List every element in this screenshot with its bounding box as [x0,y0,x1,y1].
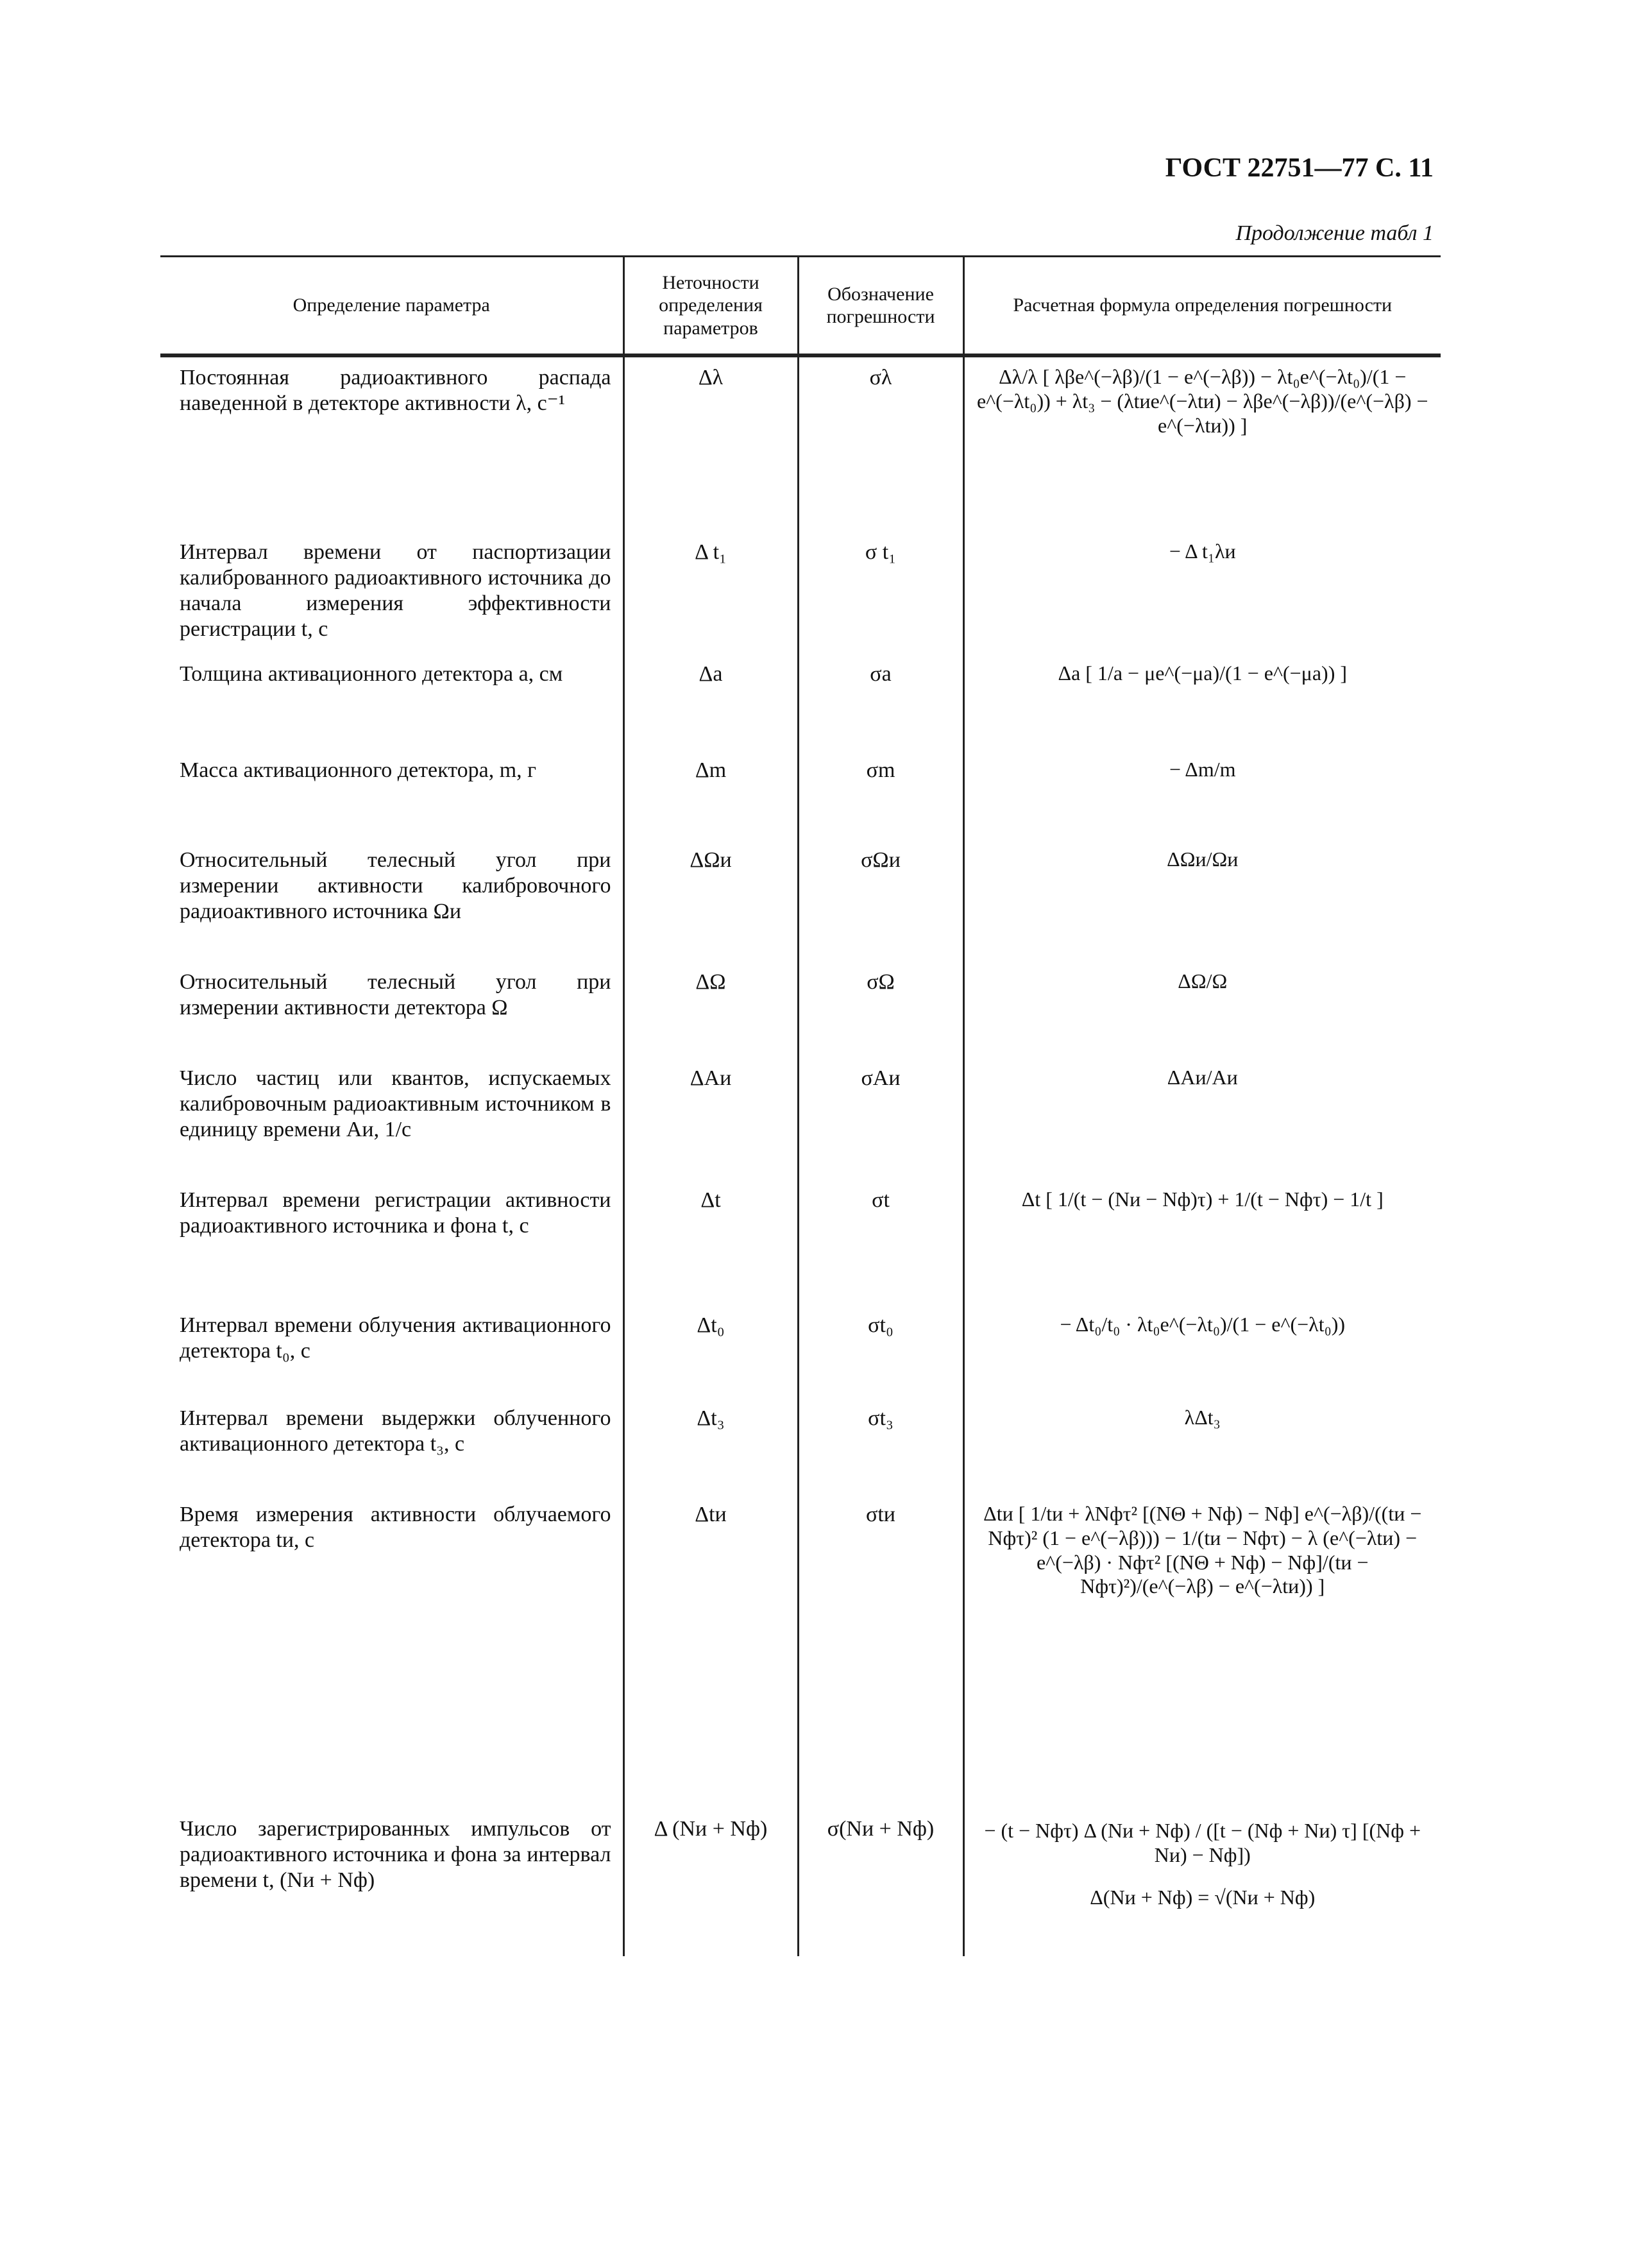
inaccuracy-cell: Δtи [623,1494,798,1809]
inaccuracy-cell: ΔΩи [623,840,798,962]
inaccuracy-cell: Δ (Nи + Nф) [623,1809,798,1956]
param-cell: Интервал времени регистрации активности радиоактивного источника и фона t, с [180,1188,611,1238]
formula-cell: Δtи [ 1/tи + λNфτ² [(NΘ + Nф) − Nф] e^(−λβ)/((tи − Nфτ)² (1 − e^(−λβ))) − 1/(tи − Nфτ) − λ (e^(−λtи) − e^(−λβ) · Nфτ² [(NΘ + Nф) − Nф]/(tи − Nфτ)²)/(e^(−λβ) − e^(−λtи)) ] [963,1494,1441,1809]
param-cell: Толщина активационного детектора a, см [180,662,563,686]
column-header-notation: Обозначение погрешности [798,257,963,356]
table-row [160,750,1441,840]
notation-cell: σa [798,654,963,750]
param-cell: Относительный телесный угол при измерении активности калибровочного радиоактивного источника Ωи [180,848,611,924]
formula-cell: Δt [ 1/(t − (Nи − Nф)τ) + 1/(t − Nфτ) − 1/t ] [963,1180,1441,1305]
table-continuation-label: Продолжение табл 1 [1235,221,1434,245]
table-row [160,1305,1441,1398]
notation-cell: σt [798,1180,963,1305]
table-row [160,1058,1441,1180]
notation-cell: σΩи [798,840,963,962]
param-cell: Масса активационного детектора, m, г [180,758,537,782]
param-cell: Интервал времени облучения активационного детектора t₀, с [180,1313,611,1363]
param-cell: Число частиц или квантов, испускаемых калибровочным радиоактивным источником в единицу времени Aи, 1/с [180,1066,611,1142]
formula-cell: ΔAи/Aи [963,1058,1441,1180]
column-header-formula: Расчетная формула определения погрешности [963,257,1441,356]
notation-cell: σt₀ [798,1305,963,1398]
inaccuracy-cell: Δm [623,750,798,840]
table-header-row [160,257,1441,356]
notation-cell: σtи [798,1494,963,1809]
table-row [160,1494,1441,1809]
formula-cell: − Δ t₁λи [963,532,1441,654]
param-cell: Число зарегистрированных импульсов от радиоактивного источника и фона за интервал времени t, (Nи + Nф) [180,1817,611,1893]
inaccuracy-cell: Δλ [623,355,798,532]
table-row [160,962,1441,1058]
param-cell: Время измерения активности облучаемого детектора tи, с [180,1503,611,1553]
notation-cell: σAи [798,1058,963,1180]
formula-cell: Δλ/λ [ λβe^(−λβ)/(1 − e^(−λβ)) − λt₀e^(−λt₀)/(1 − e^(−λt₀)) + λt₃ − (λtиe^(−λtи) − λβe^(−λβ))/(e^(−λβ) − e^(−λtи)) ] [963,355,1441,532]
formula-cell: λΔt₃ [963,1398,1441,1494]
formula-main: − (t − Nфτ) Δ (Nи + Nф) / ([t − (Nф + Nи) τ] [(Nф + Nи) − Nф]) [984,1819,1421,1866]
formula-cell [963,1809,1441,1956]
table-row [160,355,1441,532]
column-header-inaccuracy: Неточности определения параметров [623,257,798,356]
formula-cell: Δa [ 1/a − μe^(−μa)/(1 − e^(−μa)) ] [963,654,1441,750]
inaccuracy-cell: Δ t₁ [623,532,798,654]
formula-extra: Δ(Nи + Nф) = √(Nи + Nф) [1090,1885,1316,1909]
formula-cell: − Δm/m [963,750,1441,840]
page-header: ГОСТ 22751—77 С. 11 [1165,153,1434,183]
notation-cell: σ t₁ [798,532,963,654]
param-cell: Относительный телесный угол при измерении активности детектора Ω [180,970,611,1020]
param-cell: Интервал времени от паспортизации калиброванного радиоактивного источника до начала измерения эффективности регистрации t, с [180,540,611,642]
table-row [160,654,1441,750]
inaccuracy-cell: ΔAи [623,1058,798,1180]
table-row [160,1809,1441,1956]
param-cell: Интервал времени выдержки облученного активационного детектора t₃, с [180,1406,611,1456]
notation-cell: σΩ [798,962,963,1058]
table-row [160,1398,1441,1494]
param-cell: Постоянная радиоактивного распада наведенной в детекторе активности λ, с⁻¹ [180,366,611,416]
notation-cell: σt₃ [798,1398,963,1494]
column-header-parameter: Определение параметра [160,257,623,356]
inaccuracy-cell: ΔΩ [623,962,798,1058]
notation-cell: σ(Nи + Nф) [798,1809,963,1956]
formula-cell: − Δt₀/t₀ · λt₀e^(−λt₀)/(1 − e^(−λt₀)) [963,1305,1441,1398]
parameter-table [160,255,1441,1956]
table-row [160,532,1441,654]
notation-cell: σm [798,750,963,840]
formula-cell: ΔΩ/Ω [963,962,1441,1058]
notation-cell: σλ [798,355,963,532]
inaccuracy-cell: Δt [623,1180,798,1305]
formula-cell: ΔΩи/Ωи [963,840,1441,962]
table-row [160,1180,1441,1305]
inaccuracy-cell: Δa [623,654,798,750]
inaccuracy-cell: Δt₀ [623,1305,798,1398]
table-row [160,840,1441,962]
inaccuracy-cell: Δt₃ [623,1398,798,1494]
